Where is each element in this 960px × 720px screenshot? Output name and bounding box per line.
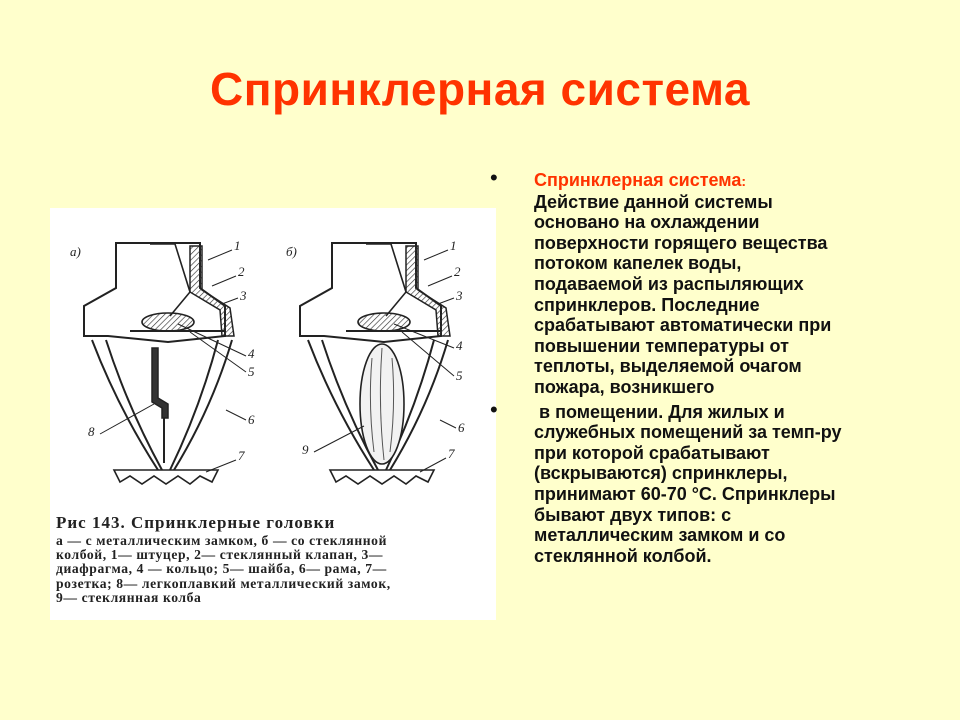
bullet-dot: •	[490, 396, 498, 422]
label-b-6: 6	[458, 420, 465, 435]
caption-title: Рис 143. Спринклерные головки	[56, 513, 336, 532]
bullet-item	[490, 396, 920, 567]
label-b-4: 4	[456, 338, 463, 353]
bullet-line: (вскрываются) спринклеры,	[534, 463, 788, 484]
caption-line: розетка; 8— легкоплавкий металлический замок,	[56, 575, 391, 591]
caption-line: а — с металлическим замком, б — со стеклянной	[56, 532, 388, 548]
bullet-line: принимают 60-70 °С. Спринклеры	[534, 483, 836, 504]
bullet-line: теплоты, выделяемой очагом	[534, 356, 802, 377]
bullet-line: бывают двух типов: с	[534, 504, 732, 525]
bullet-highlight: Спринклерная система	[534, 170, 742, 190]
label-a-7: 7	[238, 448, 245, 463]
label-b-1: 1	[450, 238, 457, 253]
label-a-5: 5	[248, 364, 255, 379]
bullet-line: срабатывают автоматически при	[534, 315, 832, 336]
bullet-item	[490, 165, 920, 398]
bullet-line: стеклянной колбой.	[534, 545, 712, 566]
figure-label-a: а)	[70, 244, 81, 259]
figure-caption	[56, 514, 492, 605]
label-b-9: 9	[302, 442, 309, 457]
label-a-1: 1	[234, 238, 241, 253]
bullet-line: пожара, возникшего	[534, 376, 715, 397]
label-a-3: 3	[240, 288, 247, 303]
bullet-line: основано на охлаждении	[534, 212, 760, 233]
bullet-line: спринклеров. Последние	[534, 294, 760, 315]
label-a-4: 4	[248, 346, 255, 361]
sprinkler-figure	[50, 208, 496, 620]
bullet-heading-line	[534, 170, 920, 192]
bullet-line: при которой срабатывают	[534, 442, 770, 463]
bullet-line: поверхности горящего вещества	[534, 232, 828, 253]
bullet-line: в помещении. Для жилых и	[534, 401, 785, 422]
bullet-line: повышении температуры от	[534, 335, 789, 356]
bullet-line: служебных помещений за темп-ру	[534, 422, 842, 443]
caption-line: 9— стеклянная колба	[56, 589, 202, 605]
bullet-line: металлическим замком и со	[534, 525, 786, 546]
label-a-8: 8	[88, 424, 95, 439]
label-a-6: 6	[248, 412, 255, 427]
label-a-2: 2	[238, 264, 245, 279]
label-b-7: 7	[448, 446, 455, 461]
label-b-5: 5	[456, 368, 463, 383]
bullet-line: потоком капелек воды,	[534, 253, 742, 274]
slide-title: Спринклерная система	[210, 63, 750, 115]
caption-line: колбой, 1— штуцер, 2— стеклянный клапан, 3—	[56, 547, 384, 563]
sprinkler-diagram	[50, 208, 496, 508]
bullet-dot: •	[490, 165, 498, 190]
figure-label-b: б)	[286, 244, 297, 259]
bullet-list	[490, 165, 920, 566]
caption-line: диафрагма, 4 — кольцо; 5— шайба, 6— рама, 7—	[56, 561, 387, 577]
label-b-3: 3	[456, 288, 463, 303]
bullet-line: Действие данной системы	[534, 191, 773, 212]
bullet-line: подаваемой из распыляющих	[534, 273, 804, 294]
label-b-2: 2	[454, 264, 461, 279]
sprinkler-head-a	[70, 238, 255, 484]
bullet-colon: :	[741, 173, 747, 189]
sprinkler-head-b	[286, 238, 465, 484]
